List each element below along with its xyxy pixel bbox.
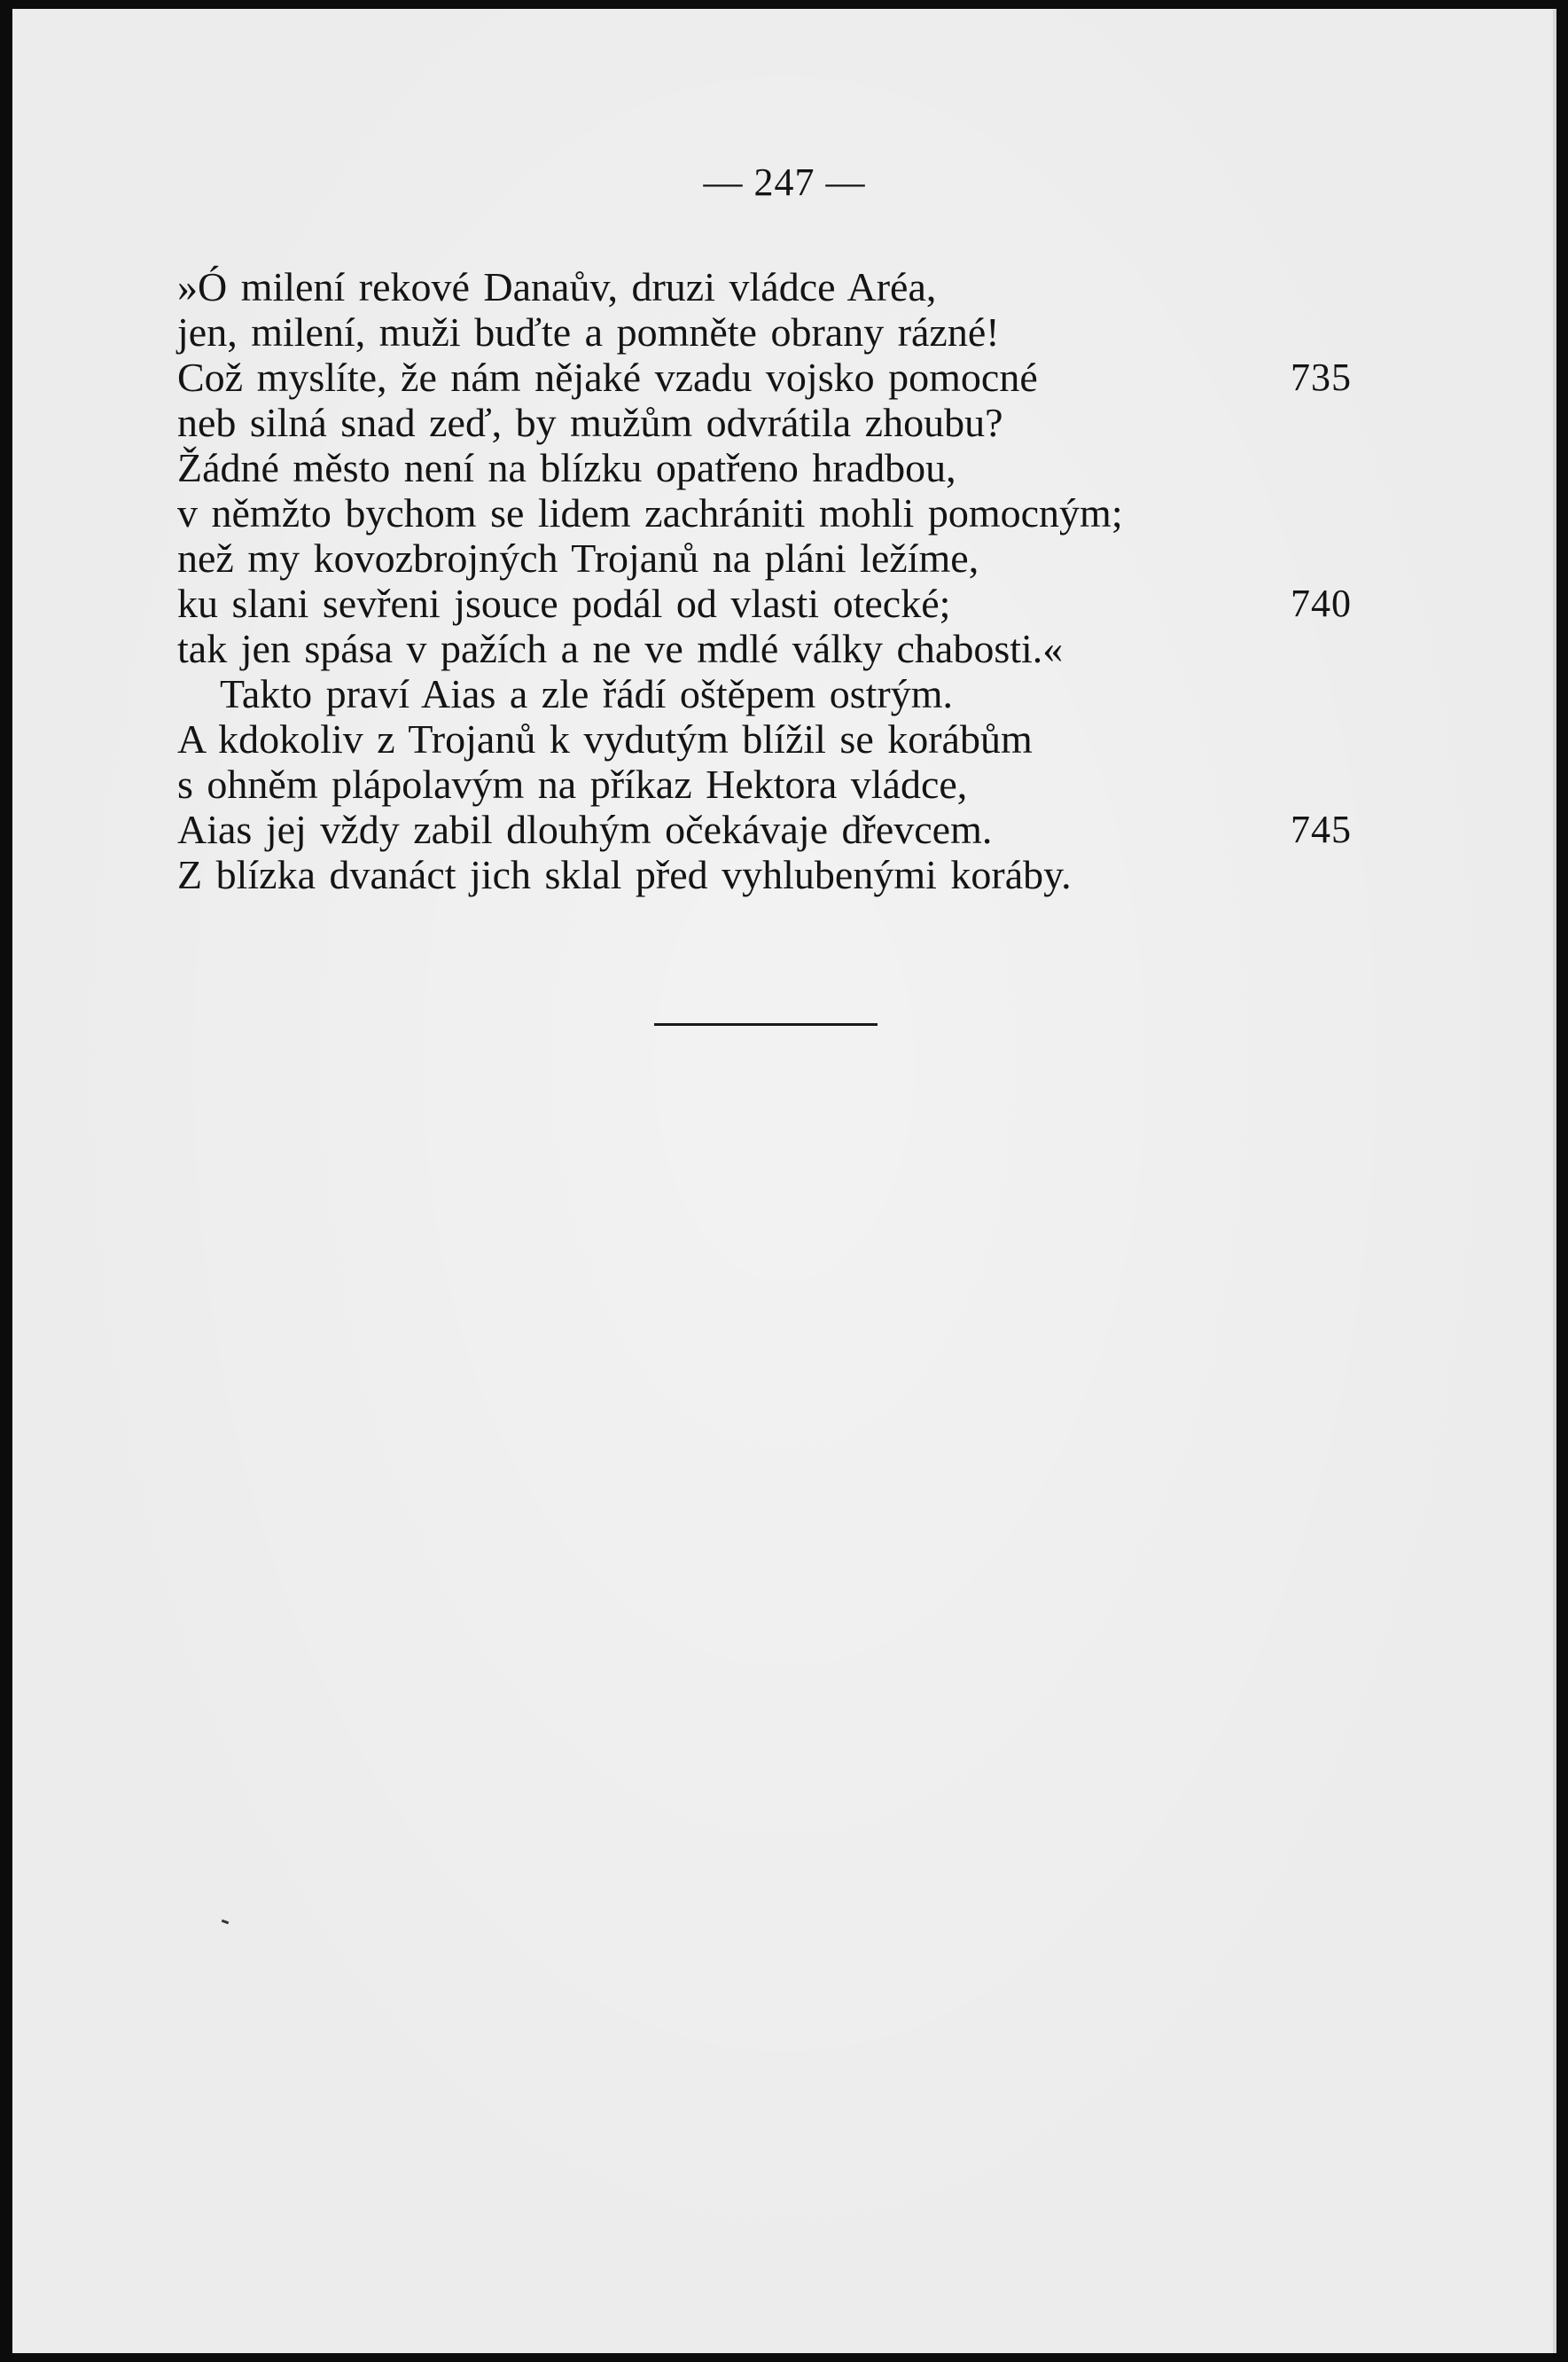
verse-line — [177, 264, 1400, 309]
verse-line — [177, 445, 1400, 490]
verse-text: Takto praví Aias a zle řádí oštěpem ostrým. — [220, 671, 954, 716]
verse-line — [177, 716, 1400, 762]
verse-line — [177, 626, 1400, 671]
verse-line — [177, 309, 1400, 355]
verse-line — [177, 581, 1400, 626]
verse-text: Žádné město není na blízku opatřeno hradbou, — [177, 445, 956, 490]
verse-text: ku slani sevřeni jsouce podál od vlasti otecké; — [177, 581, 951, 626]
verse-line — [177, 807, 1400, 852]
verse-text: »Ó milení rekové Danaův, druzi vládce Aréa, — [177, 264, 937, 309]
verse-text: jen, milení, muži buďte a pomněte obrany rázné! — [177, 309, 1000, 355]
verse-block — [177, 264, 1400, 897]
verse-line — [177, 355, 1400, 400]
verse-text: A kdokoliv z Trojanů k vydutým blížil se korábům — [177, 716, 1033, 762]
verse-line — [177, 852, 1400, 897]
verse-text: Aias jej vždy zabil dlouhým očekávaje dřevcem. — [177, 807, 993, 852]
book-page — [12, 9, 1556, 2353]
line-number: 740 — [1291, 582, 1352, 625]
verse-line — [177, 762, 1400, 807]
verse-text: Z blízka dvanáct jich sklal před vyhlubenými koráby. — [177, 852, 1072, 897]
verse-text: v němžto bychom se lidem zachrániti mohli pomocným; — [177, 490, 1123, 536]
verse-line — [177, 671, 1400, 716]
verse-text: Což myslíte, že nám nějaké vzadu vojsko pomocné — [177, 355, 1038, 400]
ink-speck — [222, 1920, 230, 1925]
page-number: — 247 — — [703, 160, 866, 204]
verse-text: tak jen spása v pažích a ne ve mdlé války chabosti.« — [177, 626, 1064, 671]
verse-line — [177, 400, 1400, 445]
section-divider — [654, 1023, 878, 1026]
verse-text: s ohněm plápolavým na příkaz Hektora vládce, — [177, 762, 968, 807]
verse-line — [177, 490, 1400, 536]
line-number: 735 — [1291, 356, 1352, 399]
verse-text: než my kovozbrojných Trojanů na pláni ležíme, — [177, 536, 979, 581]
line-number: 745 — [1291, 808, 1352, 851]
verse-text: neb silná snad zeď, by mužům odvrátila zhoubu? — [177, 400, 1003, 445]
verse-line — [177, 536, 1400, 581]
